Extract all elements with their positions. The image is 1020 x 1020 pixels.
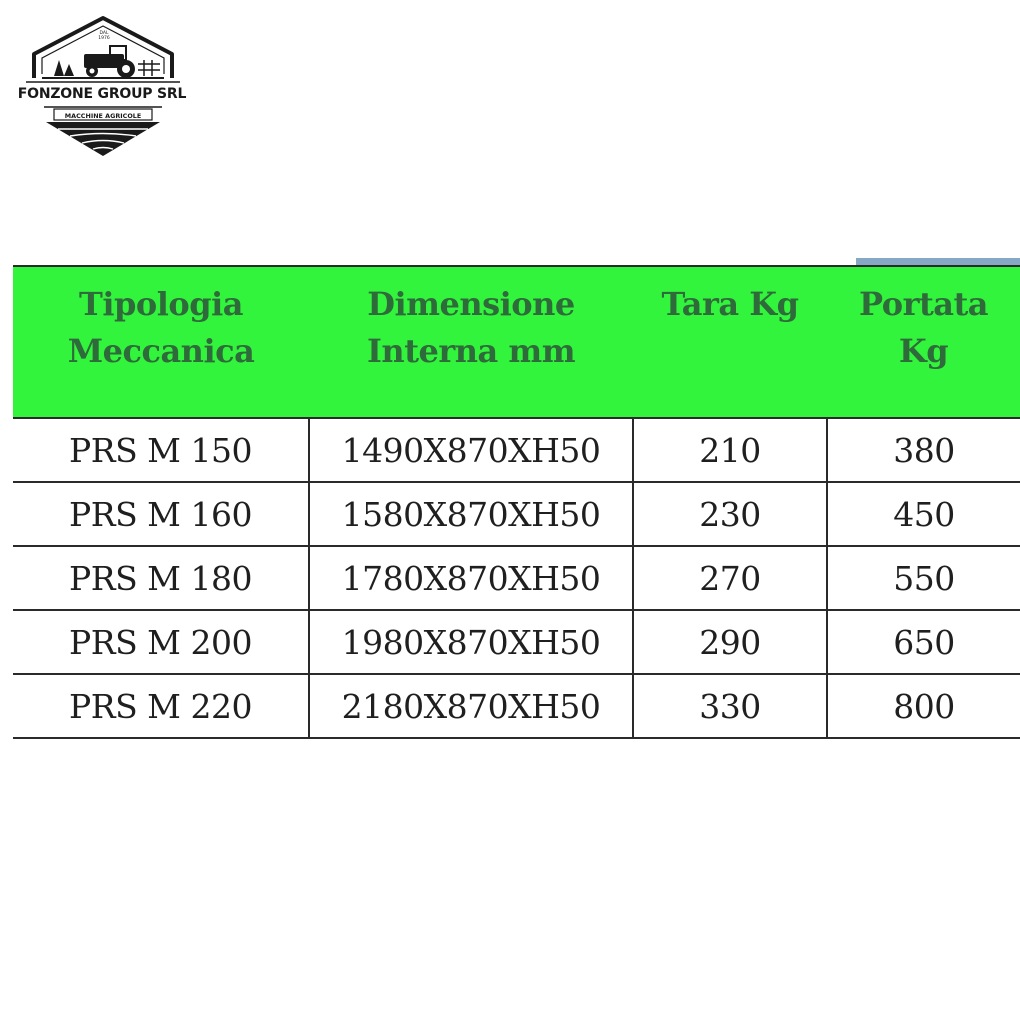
table-row	[13, 546, 1020, 610]
cell-tare: 210	[633, 418, 827, 482]
logo-tagline: MACCHINE AGRICOLE	[64, 112, 142, 120]
cell-capacity: 800	[827, 674, 1020, 738]
header-text: Interna mm	[366, 332, 576, 370]
header-text: Tara Kg	[661, 285, 799, 323]
company-logo	[14, 14, 192, 160]
header-text: Portata	[859, 285, 988, 323]
cell-dimension: 1980X870XH50	[309, 610, 633, 674]
logo-company-name: FONZONE GROUP SRL	[17, 86, 187, 102]
table-row	[13, 674, 1020, 738]
cell-model: PRS M 200	[13, 610, 309, 674]
cell-tare: 230	[633, 482, 827, 546]
table-row	[13, 482, 1020, 546]
cell-tare: 270	[633, 546, 827, 610]
header-text: Tipologia	[79, 285, 243, 323]
logo-since-label	[92, 31, 116, 41]
cell-dimension: 1780X870XH50	[309, 546, 633, 610]
cell-capacity: 650	[827, 610, 1020, 674]
cell-tare: 290	[633, 610, 827, 674]
logo-since-year: 1976	[98, 36, 110, 41]
cell-capacity: 450	[827, 482, 1020, 546]
table-row	[13, 418, 1020, 482]
header-row	[13, 266, 1020, 418]
header-dimensione	[309, 266, 633, 418]
table-body	[13, 418, 1020, 738]
cell-dimension: 1490X870XH50	[309, 418, 633, 482]
cell-capacity: 550	[827, 546, 1020, 610]
header-text: Dimensione	[367, 285, 575, 323]
cell-dimension: 2180X870XH50	[309, 674, 633, 738]
header-text: Meccanica	[67, 332, 255, 370]
logo-since-text: DAL	[99, 31, 109, 36]
cell-capacity: 380	[827, 418, 1020, 482]
cell-model: PRS M 220	[13, 674, 309, 738]
table-header	[13, 266, 1020, 418]
header-portata	[827, 266, 1020, 418]
header-text: Kg	[898, 332, 949, 370]
cell-model: PRS M 150	[13, 418, 309, 482]
cell-model: PRS M 180	[13, 546, 309, 610]
cell-tare: 330	[633, 674, 827, 738]
cell-dimension: 1580X870XH50	[309, 482, 633, 546]
header-tipologia	[13, 266, 309, 418]
specifications-table	[13, 265, 1020, 739]
table-row	[13, 610, 1020, 674]
cell-model: PRS M 160	[13, 482, 309, 546]
header-tara	[633, 266, 827, 418]
